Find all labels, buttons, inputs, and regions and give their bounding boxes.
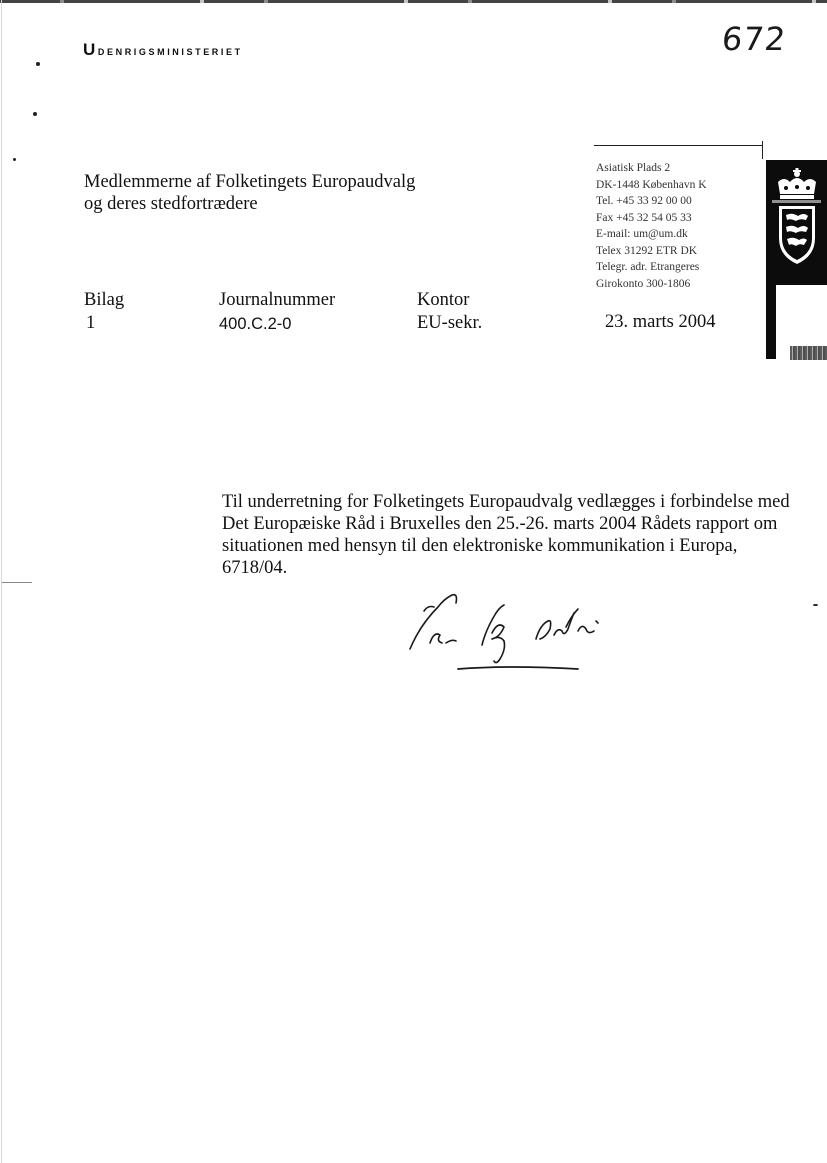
address-telegraph: Telegr. adr. Etrangeres bbox=[596, 261, 700, 273]
letter-date: 23. marts 2004 bbox=[605, 312, 716, 332]
address-street: Asiatisk Plads 2 bbox=[596, 162, 671, 174]
journal-value: 400.C.2-0 bbox=[219, 315, 292, 333]
address-phone: Tel. +45 33 92 00 00 bbox=[596, 195, 692, 207]
scan-top-edge bbox=[0, 0, 827, 3]
royal-crest-icon bbox=[766, 160, 827, 285]
body-line: situationen med hensyn til den elektroniske kommunikation i Europa, bbox=[222, 536, 738, 556]
address-divider bbox=[594, 145, 762, 146]
address-email: E-mail: um@um.dk bbox=[596, 228, 688, 240]
body-line: Det Europæiske Råd i Bruxelles den 25.-26. marts 2004 Rådets rapport om bbox=[222, 514, 778, 534]
bilag-label: Bilag bbox=[84, 290, 125, 310]
handwritten-number: 672 bbox=[720, 20, 789, 58]
scan-mark bbox=[2, 582, 32, 583]
address-giro: Girokonto 300-1806 bbox=[596, 277, 691, 290]
address-postal: DK-1448 København K bbox=[596, 178, 707, 191]
scan-speck bbox=[36, 62, 40, 66]
bilag-value: 1 bbox=[86, 313, 96, 333]
kontor-label: Kontor bbox=[417, 290, 470, 310]
kontor-value: EU-sekr. bbox=[417, 313, 483, 333]
body-line: Til underretning for Folketingets Europaudvalg vedlægges i forbindelse med bbox=[222, 492, 790, 512]
address-divider-tick bbox=[762, 141, 763, 159]
body-line: 6718/04. bbox=[222, 558, 288, 578]
scan-speck bbox=[13, 158, 16, 161]
scan-speck bbox=[33, 112, 37, 116]
address-fax: Fax +45 32 54 05 33 bbox=[596, 211, 692, 224]
sender-address bbox=[596, 160, 707, 292]
recipient-block bbox=[84, 171, 415, 215]
journal-label: Journalnummer bbox=[219, 290, 336, 310]
letter-body bbox=[222, 491, 790, 579]
address-telex: Telex 31292 ETR DK bbox=[596, 244, 698, 257]
scan-speck bbox=[813, 604, 818, 606]
handwritten-signature bbox=[400, 585, 620, 680]
crest-bar bbox=[766, 285, 776, 359]
scan-smudge bbox=[790, 346, 827, 360]
ministry-name: Udenrigsministeriet bbox=[83, 40, 243, 59]
recipient-line: Medlemmerne af Folketingets Europaudvalg bbox=[84, 172, 416, 192]
recipient-line: og deres stedfortrædere bbox=[84, 194, 258, 214]
